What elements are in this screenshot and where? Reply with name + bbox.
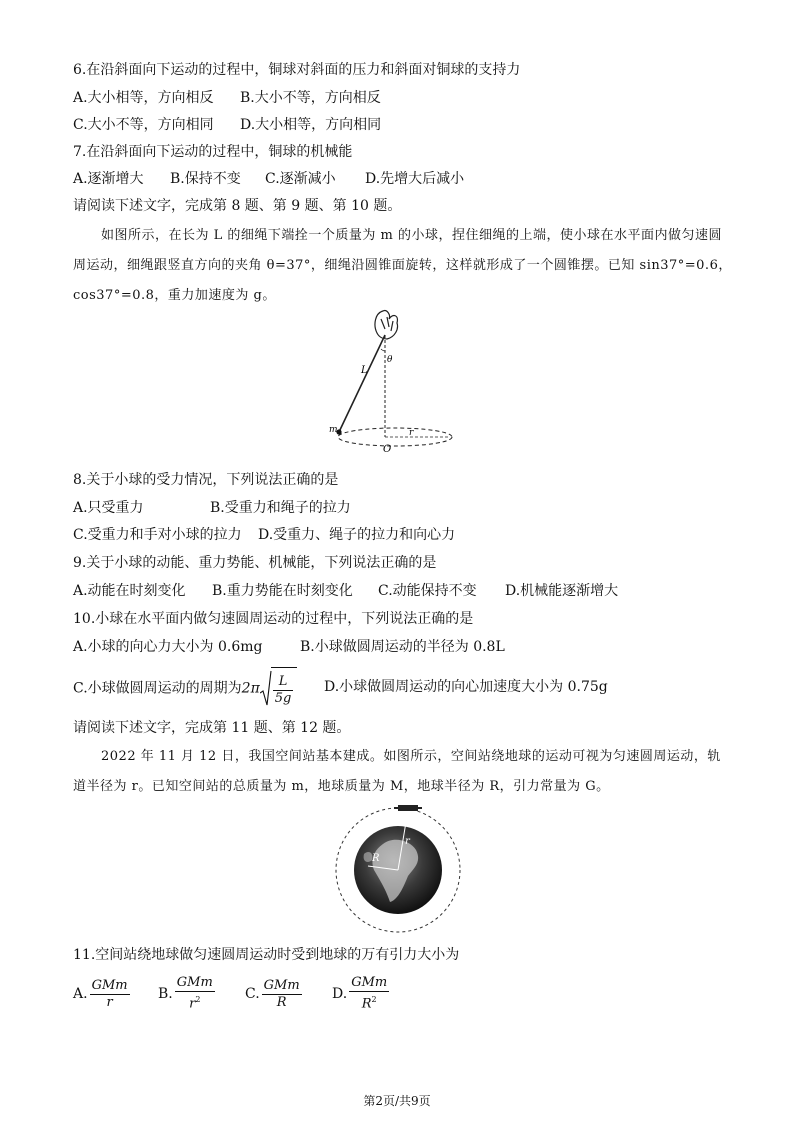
- sqrt-sign: [260, 669, 272, 709]
- passage-2-text: 2022 年 11 月 12 日，我国空间站基本建成。如图所示，空间站绕地球的运动可视为匀速圆周运动，轨道半径为 r。已知空间站的总质量为 m，地球质量为 M，地球半径为 R，引力常量为 G。: [73, 749, 721, 794]
- q10-option-d: D.小球做圆周运动的向心加速度大小为 0.75g: [324, 679, 608, 695]
- label-r: r: [405, 836, 410, 847]
- q11-d-numerator: GMm: [351, 975, 388, 991]
- q10-option-a: A.小球的向心力大小为 0.6mg: [73, 639, 263, 655]
- q10-option-c-coef: 2π: [241, 680, 260, 697]
- q7-option-b: B.保持不变: [170, 171, 241, 187]
- q11-a-label: A.: [73, 986, 88, 1002]
- string-line: [339, 335, 385, 432]
- q10-c-denominator: 5g: [274, 690, 292, 706]
- label-m: m: [329, 425, 338, 435]
- q11-stem: 11.空间站绕地球做匀速圆周运动时受到地球的万有引力大小为: [73, 947, 460, 963]
- hand-icon: [375, 311, 398, 339]
- q10-option-c: [73, 667, 297, 707]
- passage-2: [73, 742, 733, 802]
- orbit-figure: [328, 804, 468, 934]
- q10-option-b: B.小球做圆周运动的半径为 0.8L: [300, 639, 505, 655]
- q8-option-b: B.受重力和绳子的拉力: [210, 500, 351, 516]
- q11-option-c: [245, 974, 302, 1014]
- q9-stem: 9.关于小球的动能、重力势能、机械能，下列说法正确的是: [73, 555, 437, 571]
- q9-option-b: B.重力势能在时刻变化: [212, 583, 353, 599]
- q8-option-c: C.受重力和手对小球的拉力: [73, 527, 242, 543]
- sqrt-radicand: [271, 667, 298, 710]
- theta-arc: [381, 349, 385, 351]
- q11-d-exponent: 2: [371, 995, 377, 1005]
- q9-option-a: A.动能在时刻变化: [73, 583, 186, 599]
- label-R: R: [372, 853, 380, 864]
- q11-a-denominator: r: [106, 994, 113, 1010]
- q7-option-d: D.先增大后减小: [365, 171, 465, 187]
- q11-c-label: C.: [245, 986, 260, 1002]
- q11-d-label: D.: [332, 986, 348, 1002]
- q6-option-d: D.大小相等，方向相同: [240, 117, 382, 133]
- q8-option-d: D.受重力、绳子的拉力和向心力: [258, 527, 456, 543]
- q11-b-exponent: 2: [195, 995, 201, 1005]
- q11-c-numerator: GMm: [263, 977, 300, 993]
- space-station-icon: [394, 805, 422, 811]
- q11-option-d: [332, 974, 389, 1014]
- q7-option-c: C.逐渐减小: [265, 171, 336, 187]
- q11-d-denominator: R: [361, 996, 372, 1012]
- q8-stem: 8.关于小球的受力情况，下列说法正确的是: [73, 472, 339, 488]
- q6-option-b: B.大小不等，方向相反: [240, 90, 381, 106]
- q7-option-a: A.逐渐增大: [73, 171, 144, 187]
- q11-option-a: [73, 974, 130, 1014]
- label-L: L: [361, 365, 368, 376]
- q10-c-numerator: L: [273, 674, 294, 691]
- reading-intro-2: 请阅读下述文字，完成第 11 题、第 12 题。: [73, 720, 351, 736]
- q8-option-a: A.只受重力: [73, 500, 144, 516]
- label-theta: θ: [387, 355, 393, 365]
- q11-b-label: B.: [158, 986, 173, 1002]
- reading-intro-1: 请阅读下述文字，完成第 8 题、第 9 题、第 10 题。: [73, 198, 402, 214]
- passage-1: [73, 221, 733, 311]
- q11-b-denominator: r: [189, 996, 196, 1012]
- q6-option-c: C.大小不等，方向相同: [73, 117, 214, 133]
- q10-option-c-text: C.小球做圆周运动的周期为: [73, 680, 242, 697]
- q9-option-c: C.动能保持不变: [378, 583, 477, 599]
- q11-option-b: [158, 974, 215, 1014]
- q11-a-numerator: GMm: [91, 977, 128, 993]
- q10-stem: 10.小球在水平面内做匀速圆周运动的过程中，下列说法正确的是: [73, 611, 474, 627]
- q9-option-d: D.机械能逐渐增大: [505, 583, 619, 599]
- q6-option-a: A.大小相等，方向相反: [73, 90, 214, 106]
- label-r: r: [409, 428, 414, 438]
- label-O: O: [383, 444, 392, 455]
- page-footer: 第2页/共9页: [363, 1094, 431, 1108]
- q11-c-denominator: R: [276, 994, 287, 1010]
- conical-pendulum-figure: [325, 305, 460, 455]
- q6-stem: 6.在沿斜面向下运动的过程中，铜球对斜面的压力和斜面对铜球的支持力: [73, 62, 521, 78]
- q7-stem: 7.在沿斜面向下运动的过程中，铜球的机械能: [73, 144, 353, 160]
- q11-b-numerator: GMm: [176, 975, 213, 991]
- passage-1-text: 如图所示，在长为 L 的细绳下端拴一个质量为 m 的小球，捏住细绳的上端，使小球在水平面内做匀速圆周运动，细绳跟竖直方向的夹角 θ=37°，细绳沿圆锥面旋转，这样就形成了一个圆锥摆。已知 sin37°=0.6，cos37°=0.8，重力加速度为 g。: [73, 228, 732, 303]
